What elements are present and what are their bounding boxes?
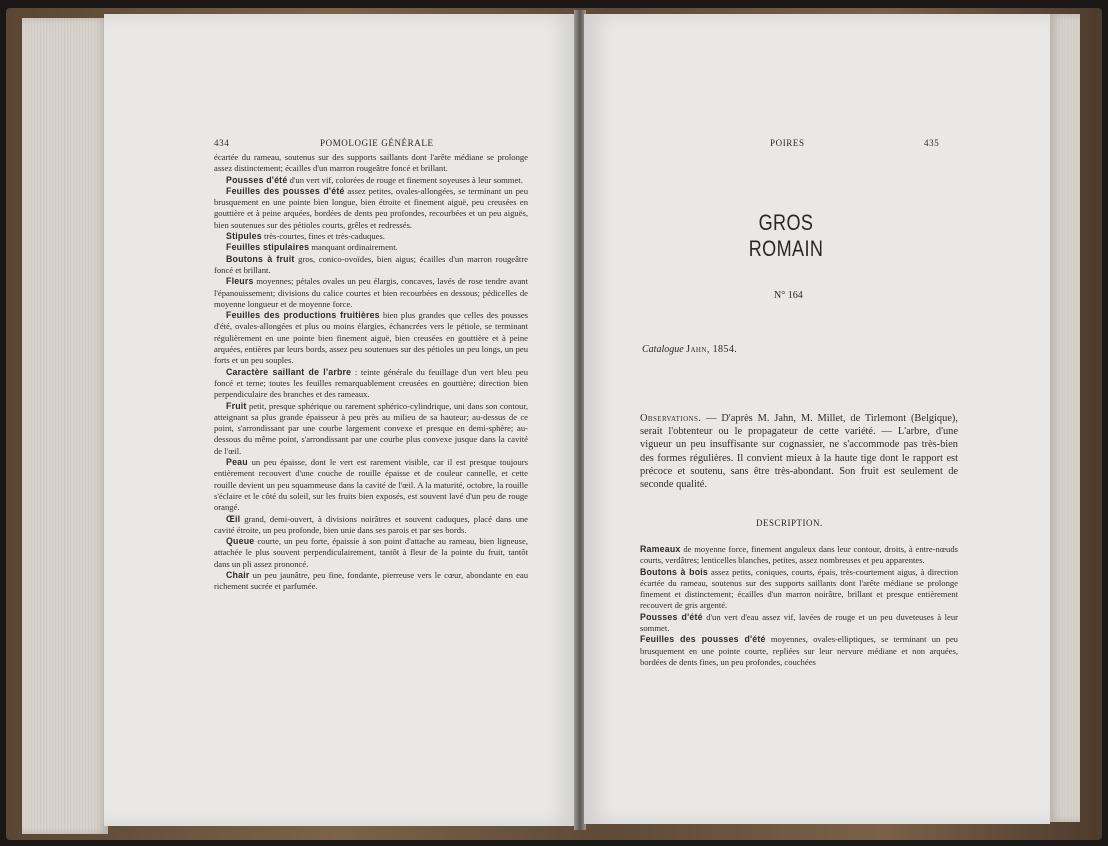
paragraph: écartée du rameau, soutenus sur des supports saillants dont l'arête médiane se prolonge assez distinctement; écailles d'un marron rougeâtre foncé et brillant. <box>214 152 528 174</box>
paragraph: Feuilles des pousses d'été moyennes, ovales-elliptiques, se terminant un peu brusquement en une pointe courte, repliées sur leur nervure médiane et non arquées, bordées de dents fines, un peu profondes, couchées <box>640 634 958 667</box>
left-running-title: POMOLOGIE GÉNÉRALE <box>320 138 434 148</box>
catalogue-label: Catalogue <box>642 344 684 355</box>
left-page-number: 434 <box>214 138 230 148</box>
variety-number: N° 164 <box>774 290 803 301</box>
paragraph: Stipules très-courtes, fines et très-caduques. <box>226 231 385 242</box>
catalogue-source: Jahn, 1854. <box>686 344 738 355</box>
paragraph: Queue courte, un peu forte, épaissie à son point d'attache au rameau, bien ligneuse, attachée le plus souvent perpendiculairement, tantôt à fleur de la pointe du fruit, tantôt dans un pli assez prononcé. <box>214 536 528 569</box>
left-page <box>104 14 576 826</box>
right-page <box>584 14 1050 824</box>
paragraph: Boutons à fruit gros, conico-ovoïdes, bien aigus; écailles d'un marron rougeâtre foncé et brillant. <box>214 253 528 275</box>
catalogue-reference <box>642 344 737 355</box>
paragraph: Boutons à bois assez petits, coniques, courts, épais, très-courtement aigus, à direction écartée du rameau, soutenus sur des supports saillants dont l'arête médiane se prolonge finement et distinctement; écailles d'un marron noirâtre, brillant et presque entièrement recouvert de gris argenté. <box>640 566 958 611</box>
paragraph: Feuilles des pousses d'été assez petites, ovales-allongées, se terminant un peu brusquement en une pointe bien longue, bien étroite et finement aiguë, peu creusées en gouttière et à peine arquées, bordées de dents peu profondes, recourbées et un peu aiguës, bien soutenues sur des pétioles courts, grêles et redressés. <box>214 185 528 230</box>
paragraph: Caractère saillant de l'arbre : teinte générale du feuillage d'un vert bleu peu foncé et terne; toutes les feuilles remarquablement creusées en gouttière; direction bien perpendiculaire des branches et des rameaux. <box>214 366 529 400</box>
right-body-text <box>640 544 958 668</box>
description-heading: DESCRIPTION. <box>756 518 823 528</box>
paragraph: Feuilles stipulaires manquant ordinairement. <box>226 242 398 253</box>
paragraph: Pousses d'été d'un vert vif, colorées de rouge et finement soyeuses à leur sommet. <box>226 174 523 185</box>
paragraph: Œil grand, demi-ouvert, à divisions noirâtres et souvent caduques, placé dans une cavité étroite, un peu profonde, bien unie dans ses parois et par ses bords. <box>214 513 528 535</box>
paragraph: Feuilles des productions fruitières bien plus grandes que celles des pousses d'été, ovales-allongées et plus ou moins élargies, échancrées vers le pétiole, se terminant régulièrement en une pointe bien finement aiguë, bien creusées en gouttière et à peine arquées, entières par leurs bords, assez peu soutenues sur des pétioles un peu longs, un peu forts et un peu souples. <box>214 310 528 366</box>
page-edges-right <box>1048 14 1080 822</box>
left-body-text <box>214 152 528 593</box>
observations-label: Observations. <box>640 413 702 424</box>
paragraph: Fleurs moyennes; pétales ovales un peu élargis, concaves, lavés de rose tendre avant l'épanouissement; divisions du calice courtes et bien recourbées en dessous; pédicelles de moyenne longueur et de moyenne force. <box>214 276 528 309</box>
paragraph: Pousses d'été d'un vert d'eau assez vif, lavées de rouge et un peu duveteuses à leur sommet. <box>640 611 958 634</box>
right-page-number: 435 <box>924 138 940 148</box>
page-edges-left <box>22 18 108 834</box>
paragraph: Fruit petit, presque sphérique ou rarement sphérico-cylindrique, uni dans son contour, atteignant sa plus grande épaisseur à peu près au milieu de sa hauteur; au-dessus de ce point, s'arrondissant par une courbe largement convexe et presque en demi-sphère; au-dessous du même point, s'arrondissant par une courbe plus convexe jusque dans la cavité de l'œil. <box>214 400 528 456</box>
variety-title: GROS ROMAIN <box>748 210 824 261</box>
paragraph: Peau un peu épaisse, dont le vert est rarement visible, car il est presque toujours entièrement recouvert d'une couche de rouille épaisse et de couleur cannelle, et cette rouille devient un peu squammeuse dans la cavité de l'œil. A la maturité, octobre, la rouille s'éclaire et le côté du soleil, sur les fruits bien exposés, est souvent lavé d'un peu de rouge orangé. <box>214 457 528 513</box>
right-running-title: POIRES <box>770 138 805 148</box>
observations-text <box>640 412 958 491</box>
paragraph: Chair un peu jaunâtre, peu fine, fondante, pierreuse vers le cœur, abondante en eau richement sucrée et parfumée. <box>214 569 528 592</box>
paragraph: Observations. — D'après M. Jahn, M. Millet, de Tirlemont (Belgique), serait l'obtenteur ou le propagateur de cette variété. — L'arbre, d'une vigueur un peu insuffisante sur cognassier, ne s'accommode pas très-bien des formes régulières. Il convient mieux à la haute tige dont le rapport est précoce et soutenu, sans être très-abondant. Son fruit est seulement de seconde qualité. <box>640 413 958 491</box>
paragraph: Rameaux de moyenne force, finement anguleux dans leur contour, droits, à entre-nœuds courts, verdâtres; lenticelles blanches, petites, assez nombreuses et peu apparentes. <box>640 544 958 566</box>
